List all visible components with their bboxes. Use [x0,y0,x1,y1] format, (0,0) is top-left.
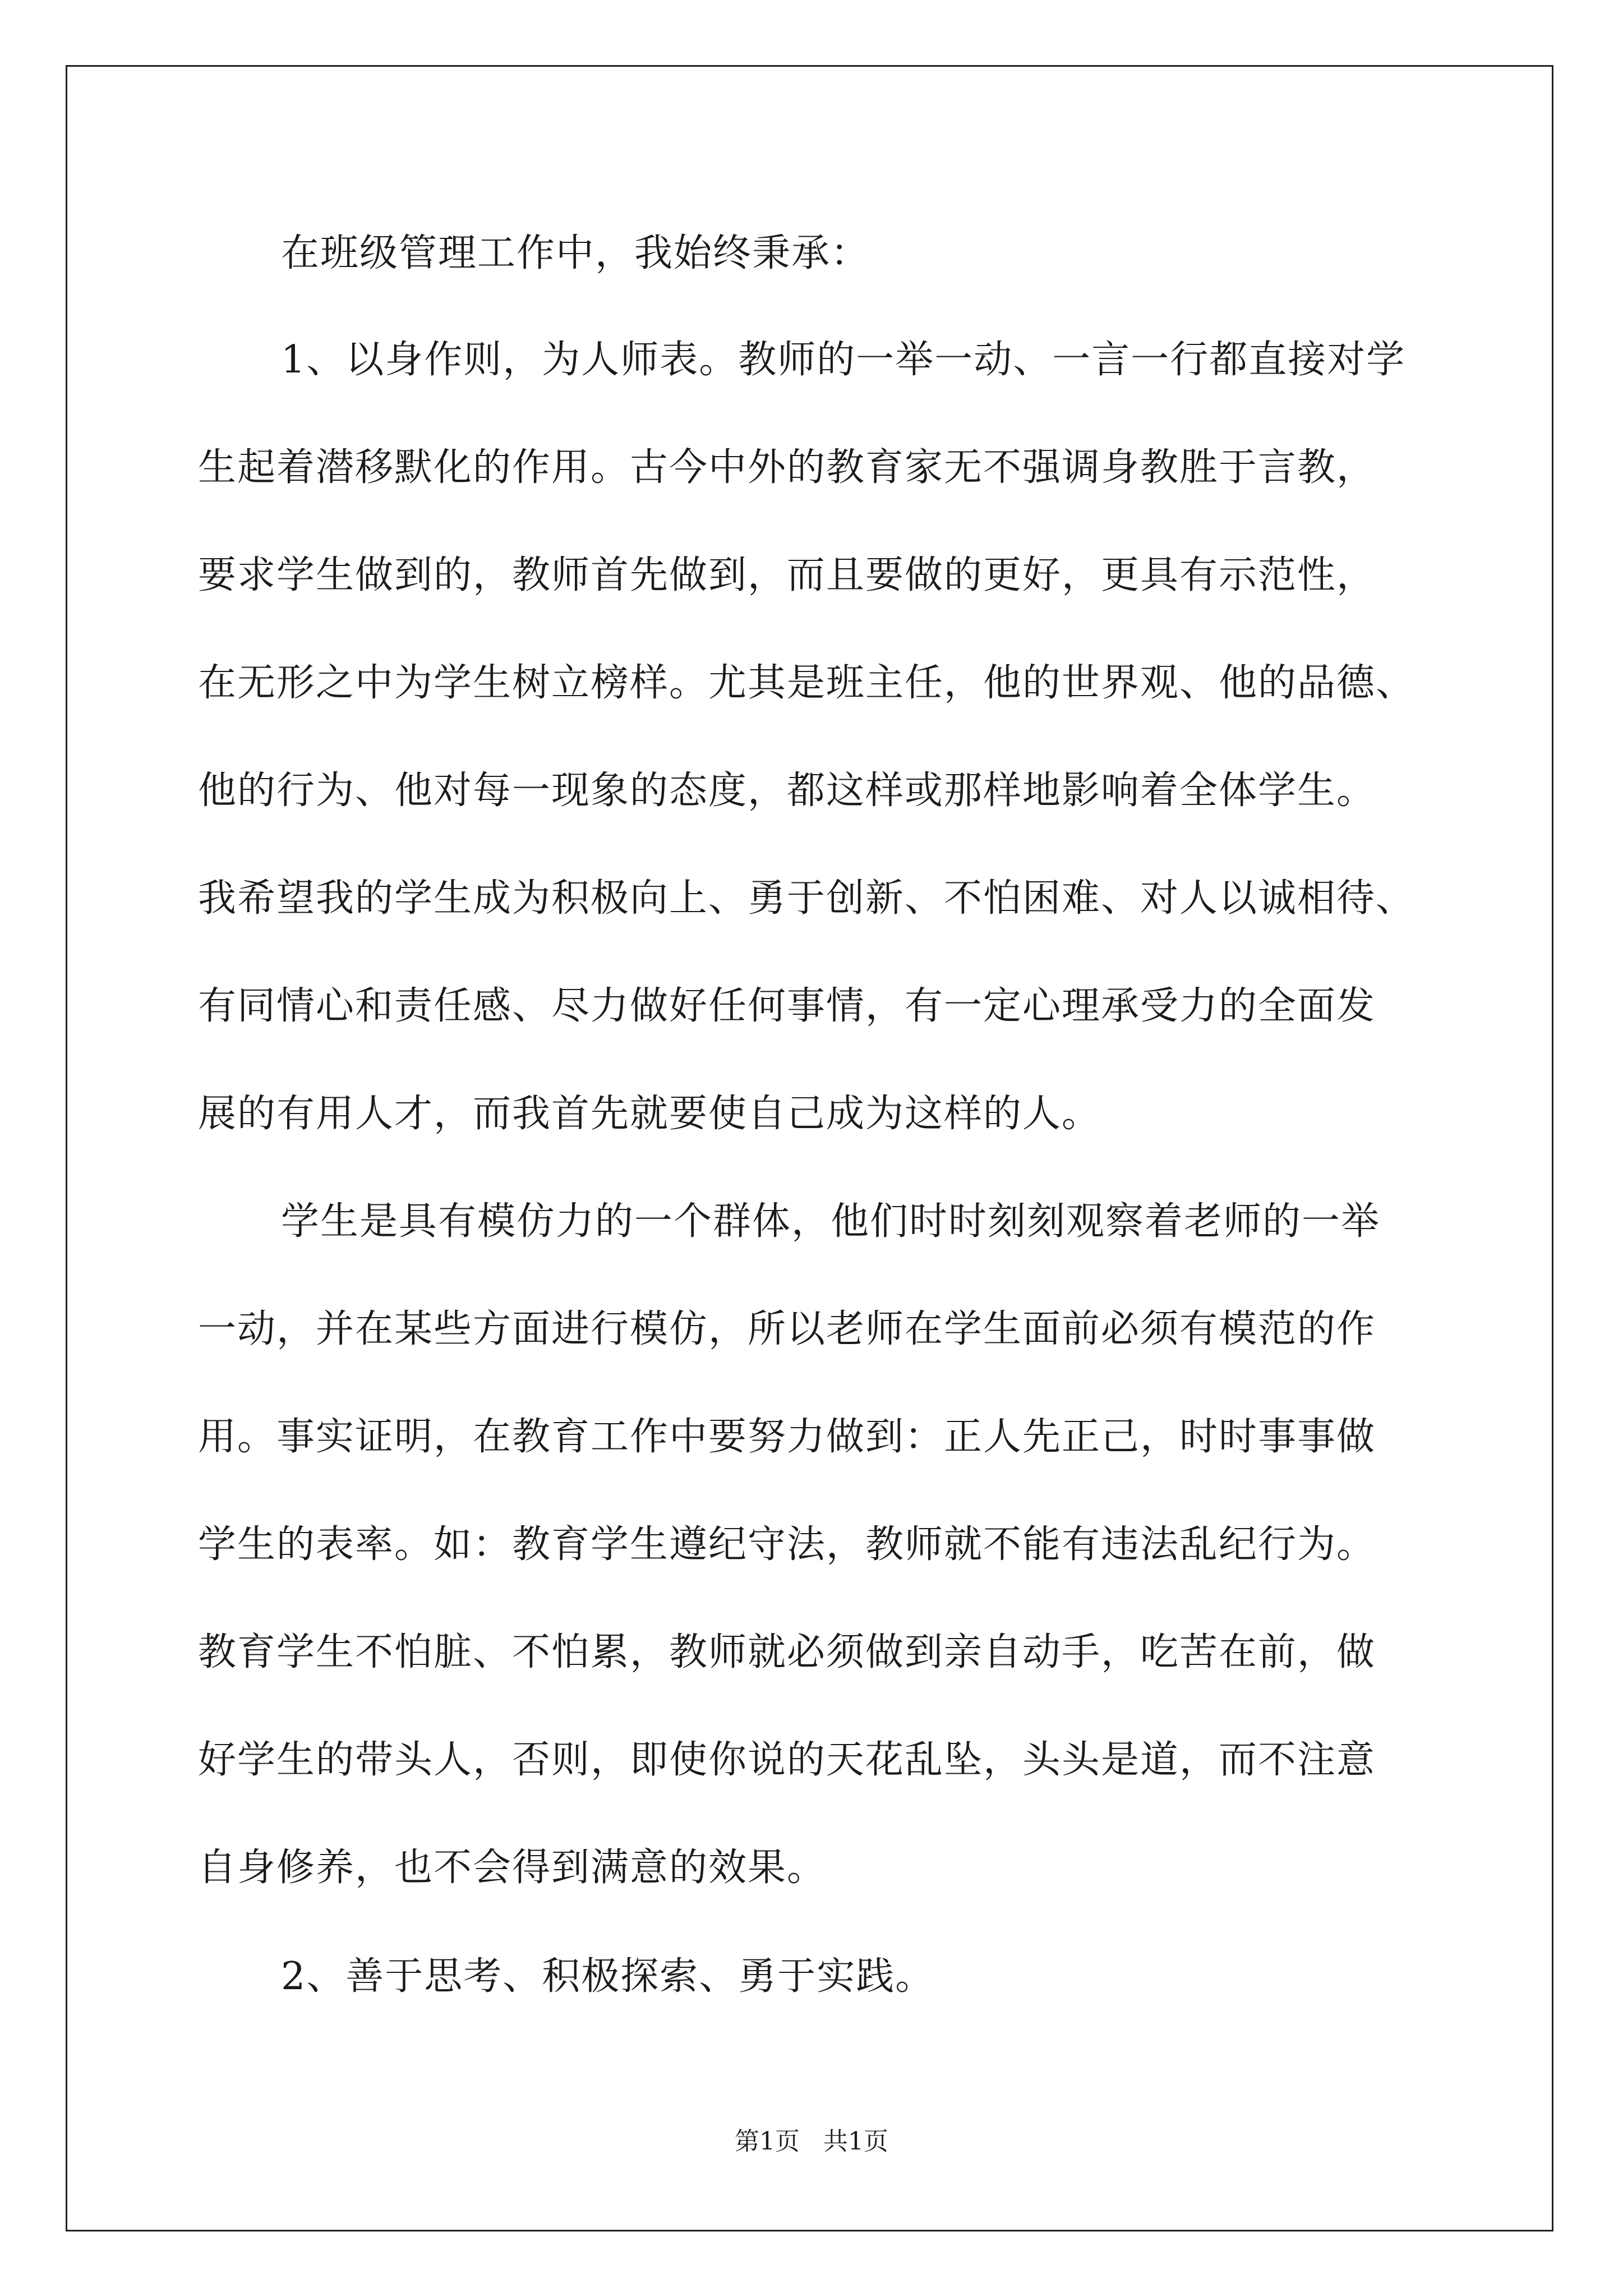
paragraph-line: 在班级管理工作中，我始终秉承： [281,231,870,275]
paragraph-line: 好学生的带头人，否则，即使你说的天花乱坠，头头是道，而不注意 [198,1738,1376,1782]
paragraph-line: 在无形之中为学生树立榜样。尤其是班主任，他的世界观、他的品德、 [198,661,1415,705]
paragraph-line: 展的有用人才，而我首先就要使自己成为这样的人。 [198,1092,1101,1136]
paragraph-line: 要求学生做到的，教师首先做到，而且要做的更好，更具有示范性， [198,553,1376,597]
page-border [66,65,1553,2231]
paragraph-line: 用。事实证明，在教育工作中要努力做到：正人先正己，时时事事做 [198,1415,1376,1459]
paragraph-line: 2、善于思考、积极探索、勇于实践。 [281,1954,935,1999]
page-footer: 第1页 共1页 [735,2127,888,2156]
paragraph-line: 生起着潜移默化的作用。古今中外的教育家无不强调身教胜于言教， [198,445,1376,490]
paragraph-line: 一动，并在某些方面进行模仿，所以老师在学生面前必须有模范的作 [198,1307,1376,1351]
paragraph-line: 1、以身作则，为人师表。教师的一举一动、一言一行都直接对学 [281,338,1406,382]
paragraph-line: 我希望我的学生成为积极向上、勇于创新、不怕困难、对人以诚相待、 [198,876,1415,921]
paragraph-line: 有同情心和责任感、尽力做好任何事情，有一定心理承受力的全面发 [198,984,1376,1028]
paragraph-line: 他的行为、他对每一现象的态度，都这样或那样地影响着全体学生。 [198,769,1376,813]
paragraph-line: 自身修养，也不会得到满意的效果。 [198,1846,827,1890]
paragraph-line: 学生的表率。如：教育学生遵纪守法，教师就不能有违法乱纪行为。 [198,1522,1376,1567]
paragraph-line: 教育学生不怕脏、不怕累，教师就必须做到亲自动手，吃苦在前，做 [198,1630,1376,1674]
paragraph-line: 学生是具有模仿力的一个群体，他们时时刻刻观察着老师的一举 [281,1199,1381,1244]
